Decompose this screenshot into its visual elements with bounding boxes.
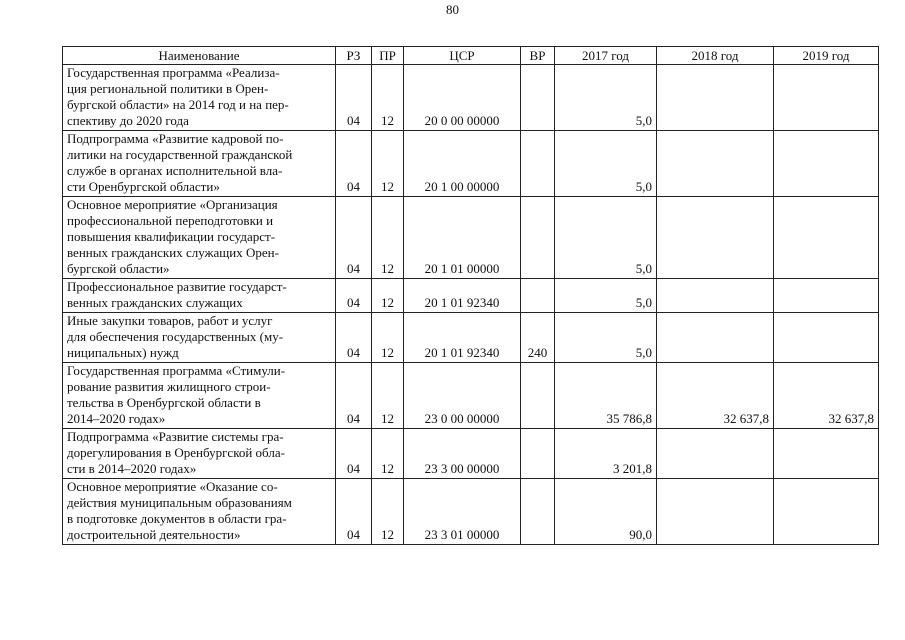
row-rz: 04: [336, 363, 372, 429]
table-row: [63, 313, 879, 363]
row-pr: 12: [372, 479, 404, 545]
header-csr: ЦСР: [404, 47, 521, 65]
row-csr: 23 3 01 00000: [404, 479, 521, 545]
row-2017: 90,0: [555, 479, 657, 545]
row-2018: 32 637,8: [657, 363, 774, 429]
row-vr: [521, 279, 555, 313]
row-2019: 32 637,8: [774, 363, 879, 429]
row-pr: 12: [372, 197, 404, 279]
row-2017: 5,0: [555, 313, 657, 363]
table-row: [63, 65, 879, 131]
row-vr: [521, 363, 555, 429]
row-csr: 20 1 00 00000: [404, 131, 521, 197]
row-vr: [521, 131, 555, 197]
row-name: Государственная программа «Стимули- рование развития жилищного строи- тельства в Оренбургской области в 2014–2020 годах»: [63, 363, 336, 429]
row-2019: [774, 65, 879, 131]
row-pr: 12: [372, 279, 404, 313]
row-rz: 04: [336, 479, 372, 545]
row-name: Профессиональное развитие государст- венных гражданских служащих: [63, 279, 336, 313]
row-rz: 04: [336, 197, 372, 279]
row-name: Основное мероприятие «Оказание со- действия муниципальным образованиям в подготовке документов в области гра- достроительной деятельности»: [63, 479, 336, 545]
header-2017: 2017 год: [555, 47, 657, 65]
row-rz: 04: [336, 131, 372, 197]
header-name: Наименование: [63, 47, 336, 65]
header-vr: ВР: [521, 47, 555, 65]
table-row: [63, 429, 879, 479]
row-vr: [521, 479, 555, 545]
row-pr: 12: [372, 363, 404, 429]
row-name: Государственная программа «Реализа- ция региональной политики в Орен- бургской области» на 2014 год и на пер- спективу до 2020 года: [63, 65, 336, 131]
row-2018: [657, 197, 774, 279]
row-name: Подпрограмма «Развитие системы гра- дорегулирования в Оренбургской обла- сти в 2014–2020 годах»: [63, 429, 336, 479]
table-row: [63, 479, 879, 545]
row-pr: 12: [372, 65, 404, 131]
row-csr: 20 1 01 92340: [404, 313, 521, 363]
row-name: Основное мероприятие «Организация профессиональной переподготовки и повышения квалификации государст- венных гражданских служащих Орен- бургской области»: [63, 197, 336, 279]
row-csr: 23 3 00 00000: [404, 429, 521, 479]
row-pr: 12: [372, 313, 404, 363]
row-vr: [521, 429, 555, 479]
row-vr: [521, 65, 555, 131]
row-2017: 3 201,8: [555, 429, 657, 479]
row-2018: [657, 131, 774, 197]
row-2018: [657, 479, 774, 545]
header-2018: 2018 год: [657, 47, 774, 65]
row-2019: [774, 313, 879, 363]
row-2018: [657, 65, 774, 131]
row-2017: 5,0: [555, 65, 657, 131]
header-pr: ПР: [372, 47, 404, 65]
row-csr: 20 1 01 92340: [404, 279, 521, 313]
row-2019: [774, 131, 879, 197]
table-row: [63, 363, 879, 429]
row-csr: 20 0 00 00000: [404, 65, 521, 131]
row-2019: [774, 429, 879, 479]
row-rz: 04: [336, 313, 372, 363]
row-2017: 5,0: [555, 131, 657, 197]
header-rz: РЗ: [336, 47, 372, 65]
row-2017: 5,0: [555, 279, 657, 313]
row-vr: [521, 197, 555, 279]
row-2017: 35 786,8: [555, 363, 657, 429]
row-2018: [657, 313, 774, 363]
row-vr: 240: [521, 313, 555, 363]
row-name: Подпрограмма «Развитие кадровой по- литики на государственной гражданской службе в органах исполнительной вла- сти Оренбургской области»: [63, 131, 336, 197]
header-row: [63, 47, 879, 65]
header-2019: 2019 год: [774, 47, 879, 65]
page-number: 80: [446, 2, 459, 17]
row-2017: 5,0: [555, 197, 657, 279]
row-pr: 12: [372, 131, 404, 197]
row-rz: 04: [336, 65, 372, 131]
row-rz: 04: [336, 279, 372, 313]
row-rz: 04: [336, 429, 372, 479]
table-row: [63, 279, 879, 313]
row-name: Иные закупки товаров, работ и услуг для обеспечения государственных (му- ниципальных) нужд: [63, 313, 336, 363]
table-row: [63, 197, 879, 279]
row-2019: [774, 279, 879, 313]
row-csr: 20 1 01 00000: [404, 197, 521, 279]
row-pr: 12: [372, 429, 404, 479]
row-2018: [657, 429, 774, 479]
table-row: [63, 131, 879, 197]
budget-table: [62, 46, 879, 545]
row-2019: [774, 479, 879, 545]
row-csr: 23 0 00 00000: [404, 363, 521, 429]
row-2019: [774, 197, 879, 279]
row-2018: [657, 279, 774, 313]
